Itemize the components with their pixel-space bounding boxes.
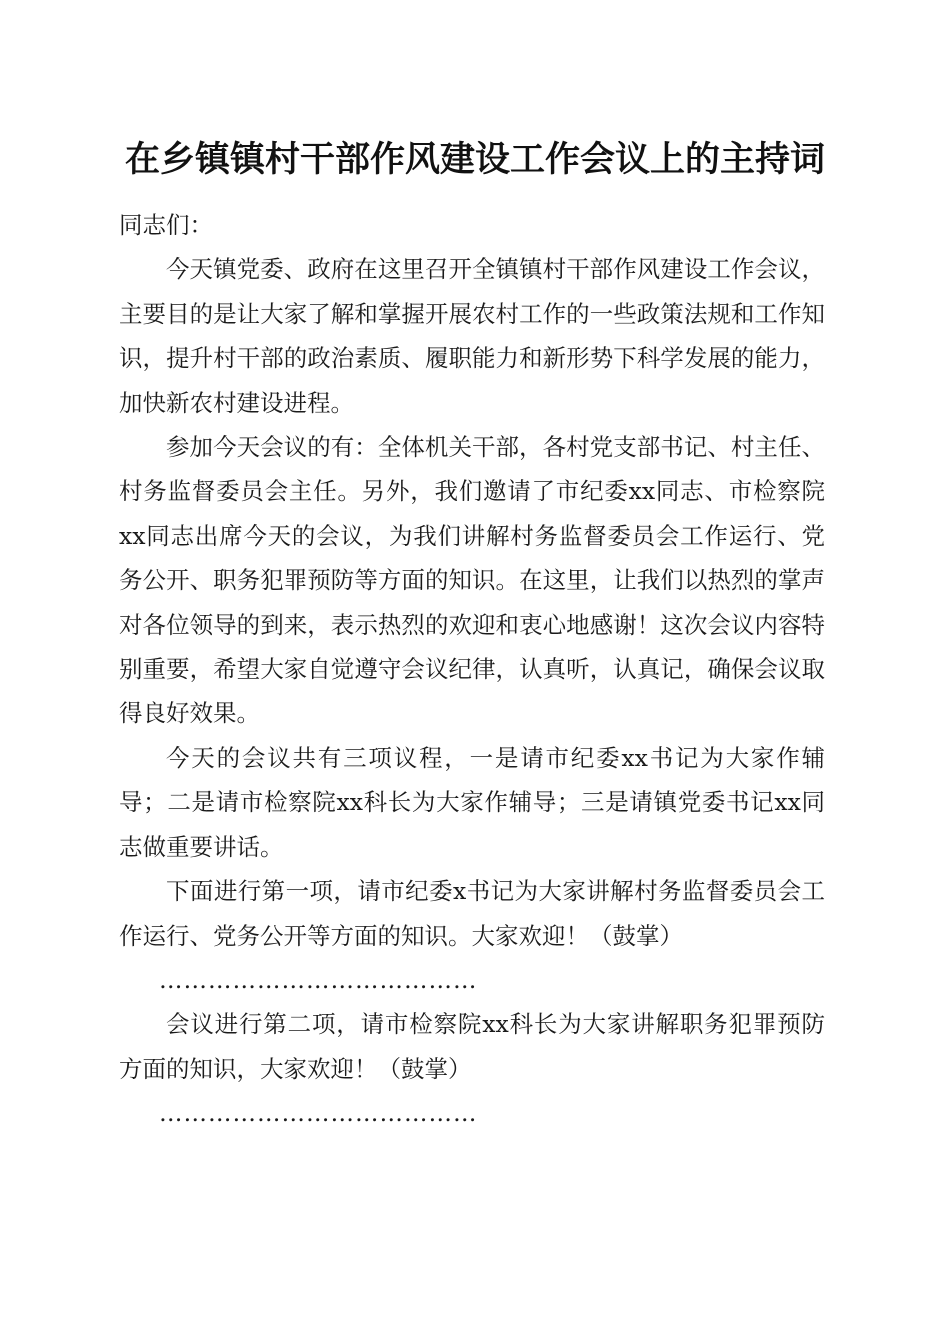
document-title: 在乡镇镇村干部作风建设工作会议上的主持词	[124, 139, 825, 180]
ellipsis-separator: …………………………………	[159, 1099, 478, 1128]
salutation: 同志们：	[119, 211, 213, 239]
paragraph-item-two: 会议进行第二项，请市检察院xx科长为大家讲解职务犯罪预防方面的知识，大家欢迎！（鼓掌）	[119, 1010, 825, 1083]
ellipsis-separator: …………………………………	[159, 965, 478, 994]
paragraph-opening: 今天镇党委、政府在这里召开全镇镇村干部作风建设工作会议，主要目的是让大家了解和掌握开展农村工作的一些政策法规和工作知识，提升村干部的政治素质、履职能力和新形势下科学发展的能力，加快新农村建设进程。	[119, 255, 825, 417]
paragraph-attendees: 参加今天会议的有：全体机关干部，各村党支部书记、村主任、村务监督委员会主任。另外，我们邀请了市纪委xx同志、市检察院xx同志出席今天的会议，为我们讲解村务监督委员会工作运行、党务公开、职务犯罪预防等方面的知识。在这里，让我们以热烈的掌声对各位领导的到来，表示热烈的欢迎和衷心地感谢！这次会议内容特别重要，希望大家自觉遵守会议纪律，认真听，认真记，确保会议取得良好效果。	[119, 433, 825, 728]
paragraph-item-one: 下面进行第一项，请市纪委x书记为大家讲解村务监督委员会工作运行、党务公开等方面的知识。大家欢迎！（鼓掌）	[119, 877, 825, 950]
paragraph-agenda: 今天的会议共有三项议程，一是请市纪委xx书记为大家作辅导；二是请市检察院xx科长为大家作辅导；三是请镇党委书记xx同志做重要讲话。	[119, 743, 825, 861]
document-body	[119, 203, 825, 1136]
